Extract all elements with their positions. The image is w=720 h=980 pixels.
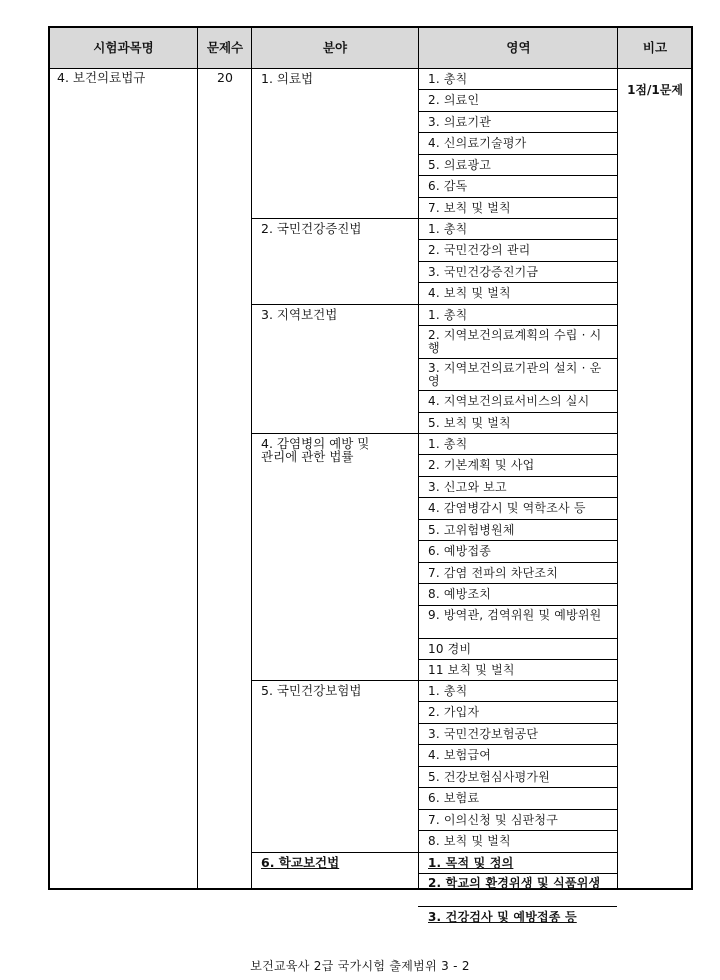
field-divider bbox=[251, 433, 617, 434]
area-item: 5. 의료광고 bbox=[428, 158, 492, 172]
header-count: 문제수 bbox=[206, 40, 244, 55]
area-item: 1. 총칙 bbox=[428, 437, 468, 451]
row-divider bbox=[418, 540, 617, 541]
area-item: 2. 가입자 bbox=[428, 705, 480, 719]
area-item: 4. 보칙 및 벌칙 bbox=[428, 286, 511, 300]
area-item: 8. 예방조치 bbox=[428, 587, 492, 601]
field-divider bbox=[251, 680, 617, 681]
field-label: 6. 학교보건법 bbox=[261, 855, 340, 870]
area-item: 3. 의료기관 bbox=[428, 115, 492, 129]
row-divider bbox=[418, 390, 617, 391]
field-divider bbox=[251, 218, 617, 219]
area-item: 2. 학교의 환경위생 및 식품위생 bbox=[428, 876, 601, 890]
field-label: 2. 국민건강증진법 bbox=[261, 221, 362, 236]
row-divider bbox=[418, 412, 617, 413]
score-note: 1점/1문제 bbox=[627, 83, 683, 97]
area-item: 6. 보험료 bbox=[428, 791, 480, 805]
row-divider bbox=[418, 723, 617, 724]
row-divider bbox=[418, 497, 617, 498]
header-field: 분야 bbox=[322, 40, 348, 55]
row-divider bbox=[418, 638, 617, 639]
row-divider bbox=[418, 282, 617, 283]
row-divider bbox=[418, 132, 617, 133]
row-divider bbox=[418, 175, 617, 176]
row-divider bbox=[418, 154, 617, 155]
area-item: 8. 보칙 및 벌칙 bbox=[428, 834, 511, 848]
question-count: 20 bbox=[217, 70, 233, 85]
header-area: 영역 bbox=[506, 40, 531, 55]
row-divider bbox=[418, 809, 617, 810]
row-divider bbox=[418, 659, 617, 660]
row-divider bbox=[418, 605, 617, 606]
area-item: 2. 국민건강의 관리 bbox=[428, 243, 531, 257]
area-item: 7. 감염 전파의 차단조치 bbox=[428, 566, 559, 580]
area-item: 9. 방역관, 검역위원 및 예방위원 bbox=[428, 608, 602, 622]
row-divider bbox=[418, 111, 617, 112]
area-item: 5. 고위험병원체 bbox=[428, 523, 515, 537]
field-label: 3. 지역보건법 bbox=[261, 307, 338, 322]
row-divider bbox=[418, 454, 617, 455]
area-item: 11 보칙 및 벌칙 bbox=[428, 663, 515, 677]
row-divider bbox=[418, 325, 617, 326]
exam-scope-table bbox=[48, 26, 693, 924]
area-item: 1. 총칙 bbox=[428, 222, 468, 236]
row-divider bbox=[418, 830, 617, 831]
row-divider bbox=[418, 197, 617, 198]
area-item: 10 경비 bbox=[428, 642, 472, 656]
area-item: 7. 보칙 및 벌칙 bbox=[428, 201, 511, 215]
area-item: 3. 건강검사 및 예방접종 등 bbox=[428, 910, 577, 924]
area-item: 3. 국민건강보험공단 bbox=[428, 727, 539, 741]
area-item: 2. 의료인 bbox=[428, 93, 480, 107]
row-divider bbox=[418, 358, 617, 359]
row-divider bbox=[418, 787, 617, 788]
area-item: 1. 총칙 bbox=[428, 72, 468, 86]
field-divider bbox=[251, 852, 617, 853]
area-item: 4. 보험급여 bbox=[428, 748, 492, 762]
row-divider bbox=[418, 766, 617, 767]
row-divider bbox=[418, 744, 617, 745]
area-item: 1. 목적 및 정의 bbox=[428, 856, 514, 870]
row-divider bbox=[418, 873, 617, 874]
row-divider bbox=[418, 583, 617, 584]
header-divider bbox=[50, 68, 691, 69]
area-item: 1. 총칙 bbox=[428, 684, 468, 698]
area-item: 2. 지역보건의료계획의 수립 · 시행 bbox=[428, 328, 602, 355]
row-divider bbox=[418, 906, 617, 907]
row-divider bbox=[418, 701, 617, 702]
subject-name: 4. 보건의료법규 bbox=[57, 70, 146, 85]
area-item: 2. 기본계획 및 사업 bbox=[428, 458, 535, 472]
row-divider bbox=[418, 519, 617, 520]
field-divider bbox=[251, 304, 617, 305]
area-item: 4. 신의료기술평가 bbox=[428, 136, 527, 150]
row-divider bbox=[418, 261, 617, 262]
area-item: 4. 지역보건의료서비스의 실시 bbox=[428, 394, 590, 408]
row-divider bbox=[418, 476, 617, 477]
row-divider bbox=[418, 89, 617, 90]
area-item: 1. 총칙 bbox=[428, 308, 468, 322]
header-note: 비고 bbox=[642, 40, 668, 55]
column-divider bbox=[251, 28, 252, 888]
area-item: 3. 지역보건의료기관의 설치 · 운영 bbox=[428, 361, 602, 388]
field-label: 1. 의료법 bbox=[261, 71, 314, 86]
row-divider bbox=[418, 562, 617, 563]
area-item: 3. 국민건강증진기금 bbox=[428, 265, 539, 279]
area-item: 3. 신고와 보고 bbox=[428, 480, 507, 494]
field-label: 5. 국민건강보험법 bbox=[261, 683, 362, 698]
column-divider bbox=[617, 28, 618, 888]
column-divider bbox=[197, 28, 198, 888]
area-item: 6. 감독 bbox=[428, 179, 468, 193]
area-item: 7. 이의신청 및 심판청구 bbox=[428, 813, 559, 827]
page-footer: 보건교육사 2급 국가시험 출제범위 3 - 2 bbox=[250, 959, 470, 973]
area-item: 5. 보칙 및 벌칙 bbox=[428, 416, 511, 430]
area-item: 5. 건강보험심사평가원 bbox=[428, 770, 550, 784]
header-subject: 시험과목명 bbox=[93, 40, 154, 55]
field-label: 4. 감염병의 예방 및 관리에 관한 법률 bbox=[261, 436, 370, 464]
column-divider bbox=[418, 28, 419, 888]
row-divider bbox=[418, 239, 617, 240]
area-item: 6. 예방접종 bbox=[428, 544, 492, 558]
area-item: 4. 감염병감시 및 역학조사 등 bbox=[428, 501, 586, 515]
